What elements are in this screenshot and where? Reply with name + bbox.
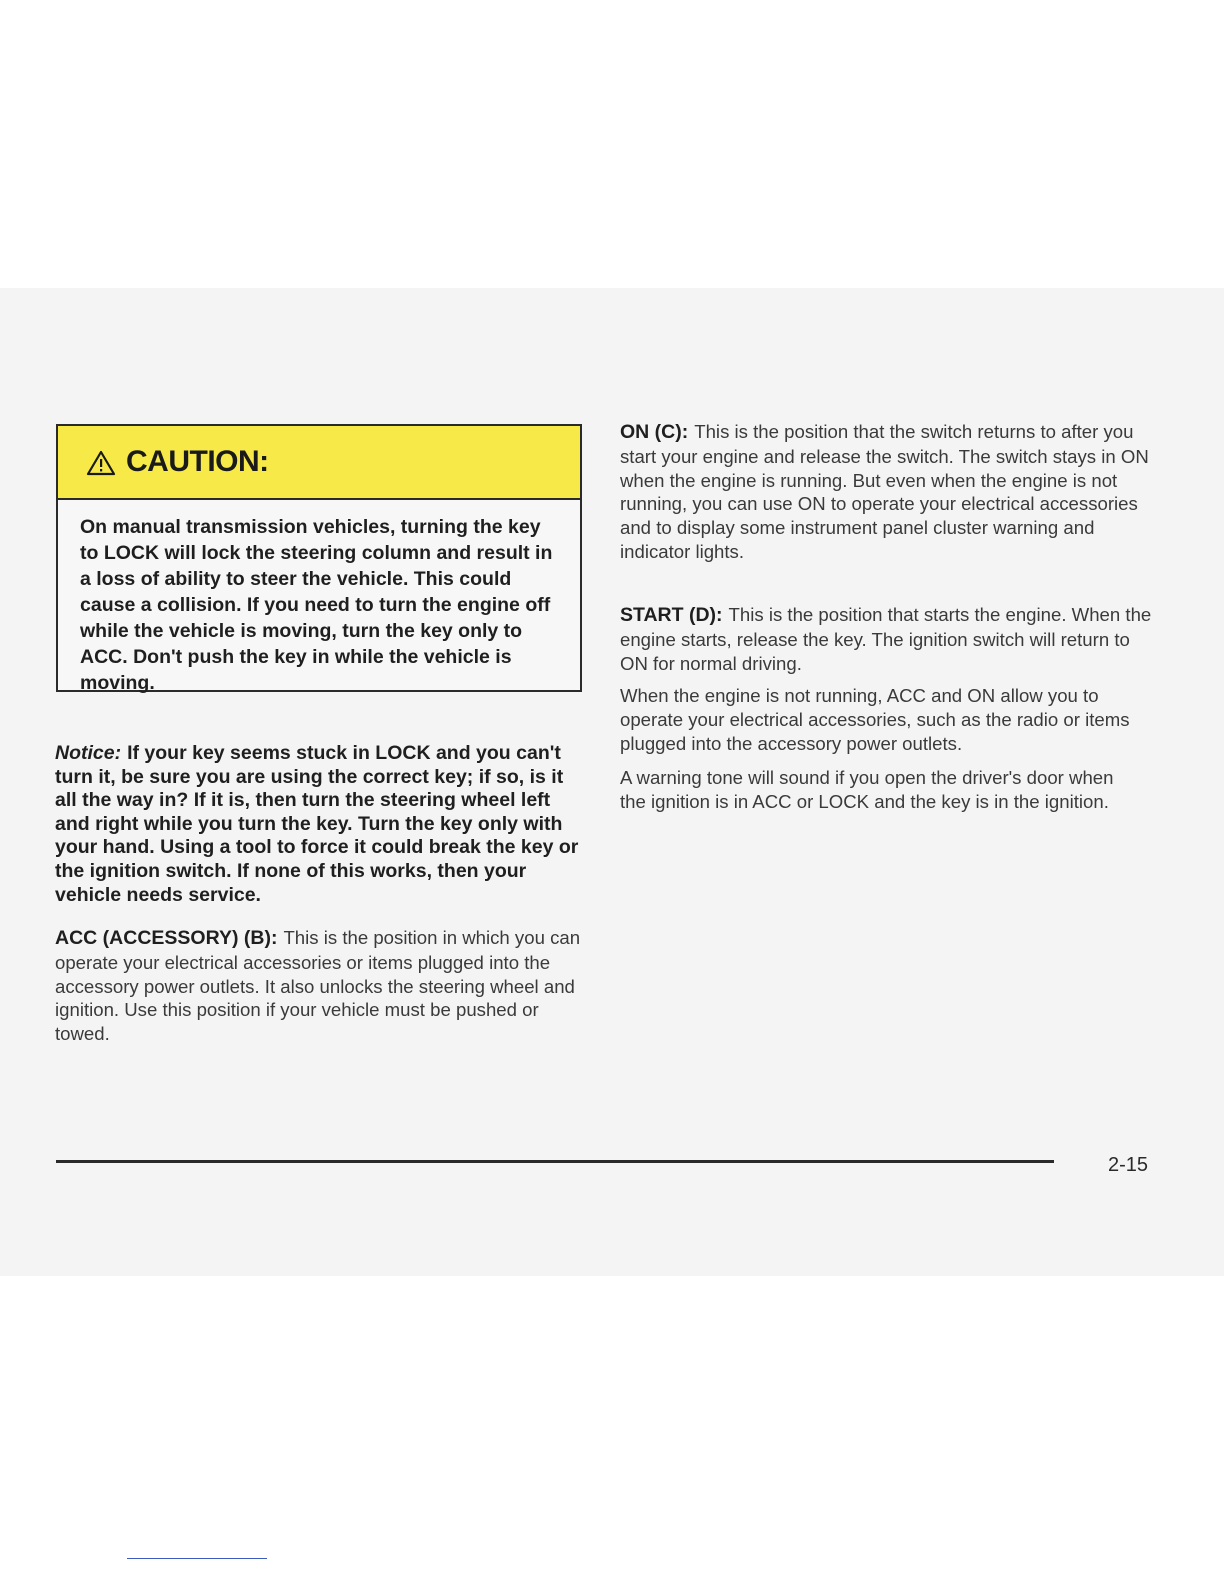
acc-text: This is the position in which you can operate your electrical accessories or items plugged into the accessory power outlets. It also unlocks the steering wheel and ignition. Use this position if your vehicle must be pushed or towed. [55,927,581,1045]
warning-triangle-icon [86,450,116,476]
caution-box [56,424,582,692]
on-paragraph [620,420,1155,564]
page-number: 2-15 [1108,1154,1149,1176]
start-text: This is the position that starts the engine. When the engine starts, release the key. The ignition switch will return to ON for normal driving. [620,604,1152,674]
on-term: ON (C): [620,421,689,443]
acc-term: ACC (ACCESSORY) (B): [55,927,278,949]
link-underline [127,1558,267,1559]
notice-label: Notice: [55,742,122,764]
caution-header [58,426,580,500]
start-paragraph [620,603,1155,675]
start-term: START (D): [620,604,723,626]
caution-title: CAUTION: [126,445,269,478]
warning-tone-paragraph: A warning tone will sound if you open the driver's door when the ignition is in ACC or LOCK and the key is in the ignition. [620,767,1114,812]
caution-text: On manual transmission vehicles, turning the key to LOCK will lock the steering column and result in a loss of ability to steer the vehicle. This could cause a collision. If you need to turn the engine off while the vehicle is moving, turn the key only to ACC. Don't push the key in while the vehicle is moving. [80,516,553,694]
notice-paragraph [55,742,585,907]
engine-not-running-paragraph: When the engine is not running, ACC and ON allow you to operate your electrical accessories, such as the radio or items plugged into the accessory power outlets. [620,685,1130,754]
footer-divider [56,1160,1054,1163]
acc-paragraph [55,926,585,1046]
on-text: This is the position that the switch returns to after you start your engine and release the switch. The switch stays in ON when the engine is running. But even when the engine is not running, you can use ON to operate your electrical accessories and to display some instrument panel cluster warning and indicator lights. [620,421,1149,562]
notice-text: If your key seems stuck in LOCK and you can't turn it, be sure you are using the correct key; if so, is it all the way in? If it is, then turn the steering wheel left and right while you turn the key. Turn the key only with your hand. Using a tool to force it could break the key or the ignition switch. If none of this works, then your vehicle needs service. [55,742,579,906]
